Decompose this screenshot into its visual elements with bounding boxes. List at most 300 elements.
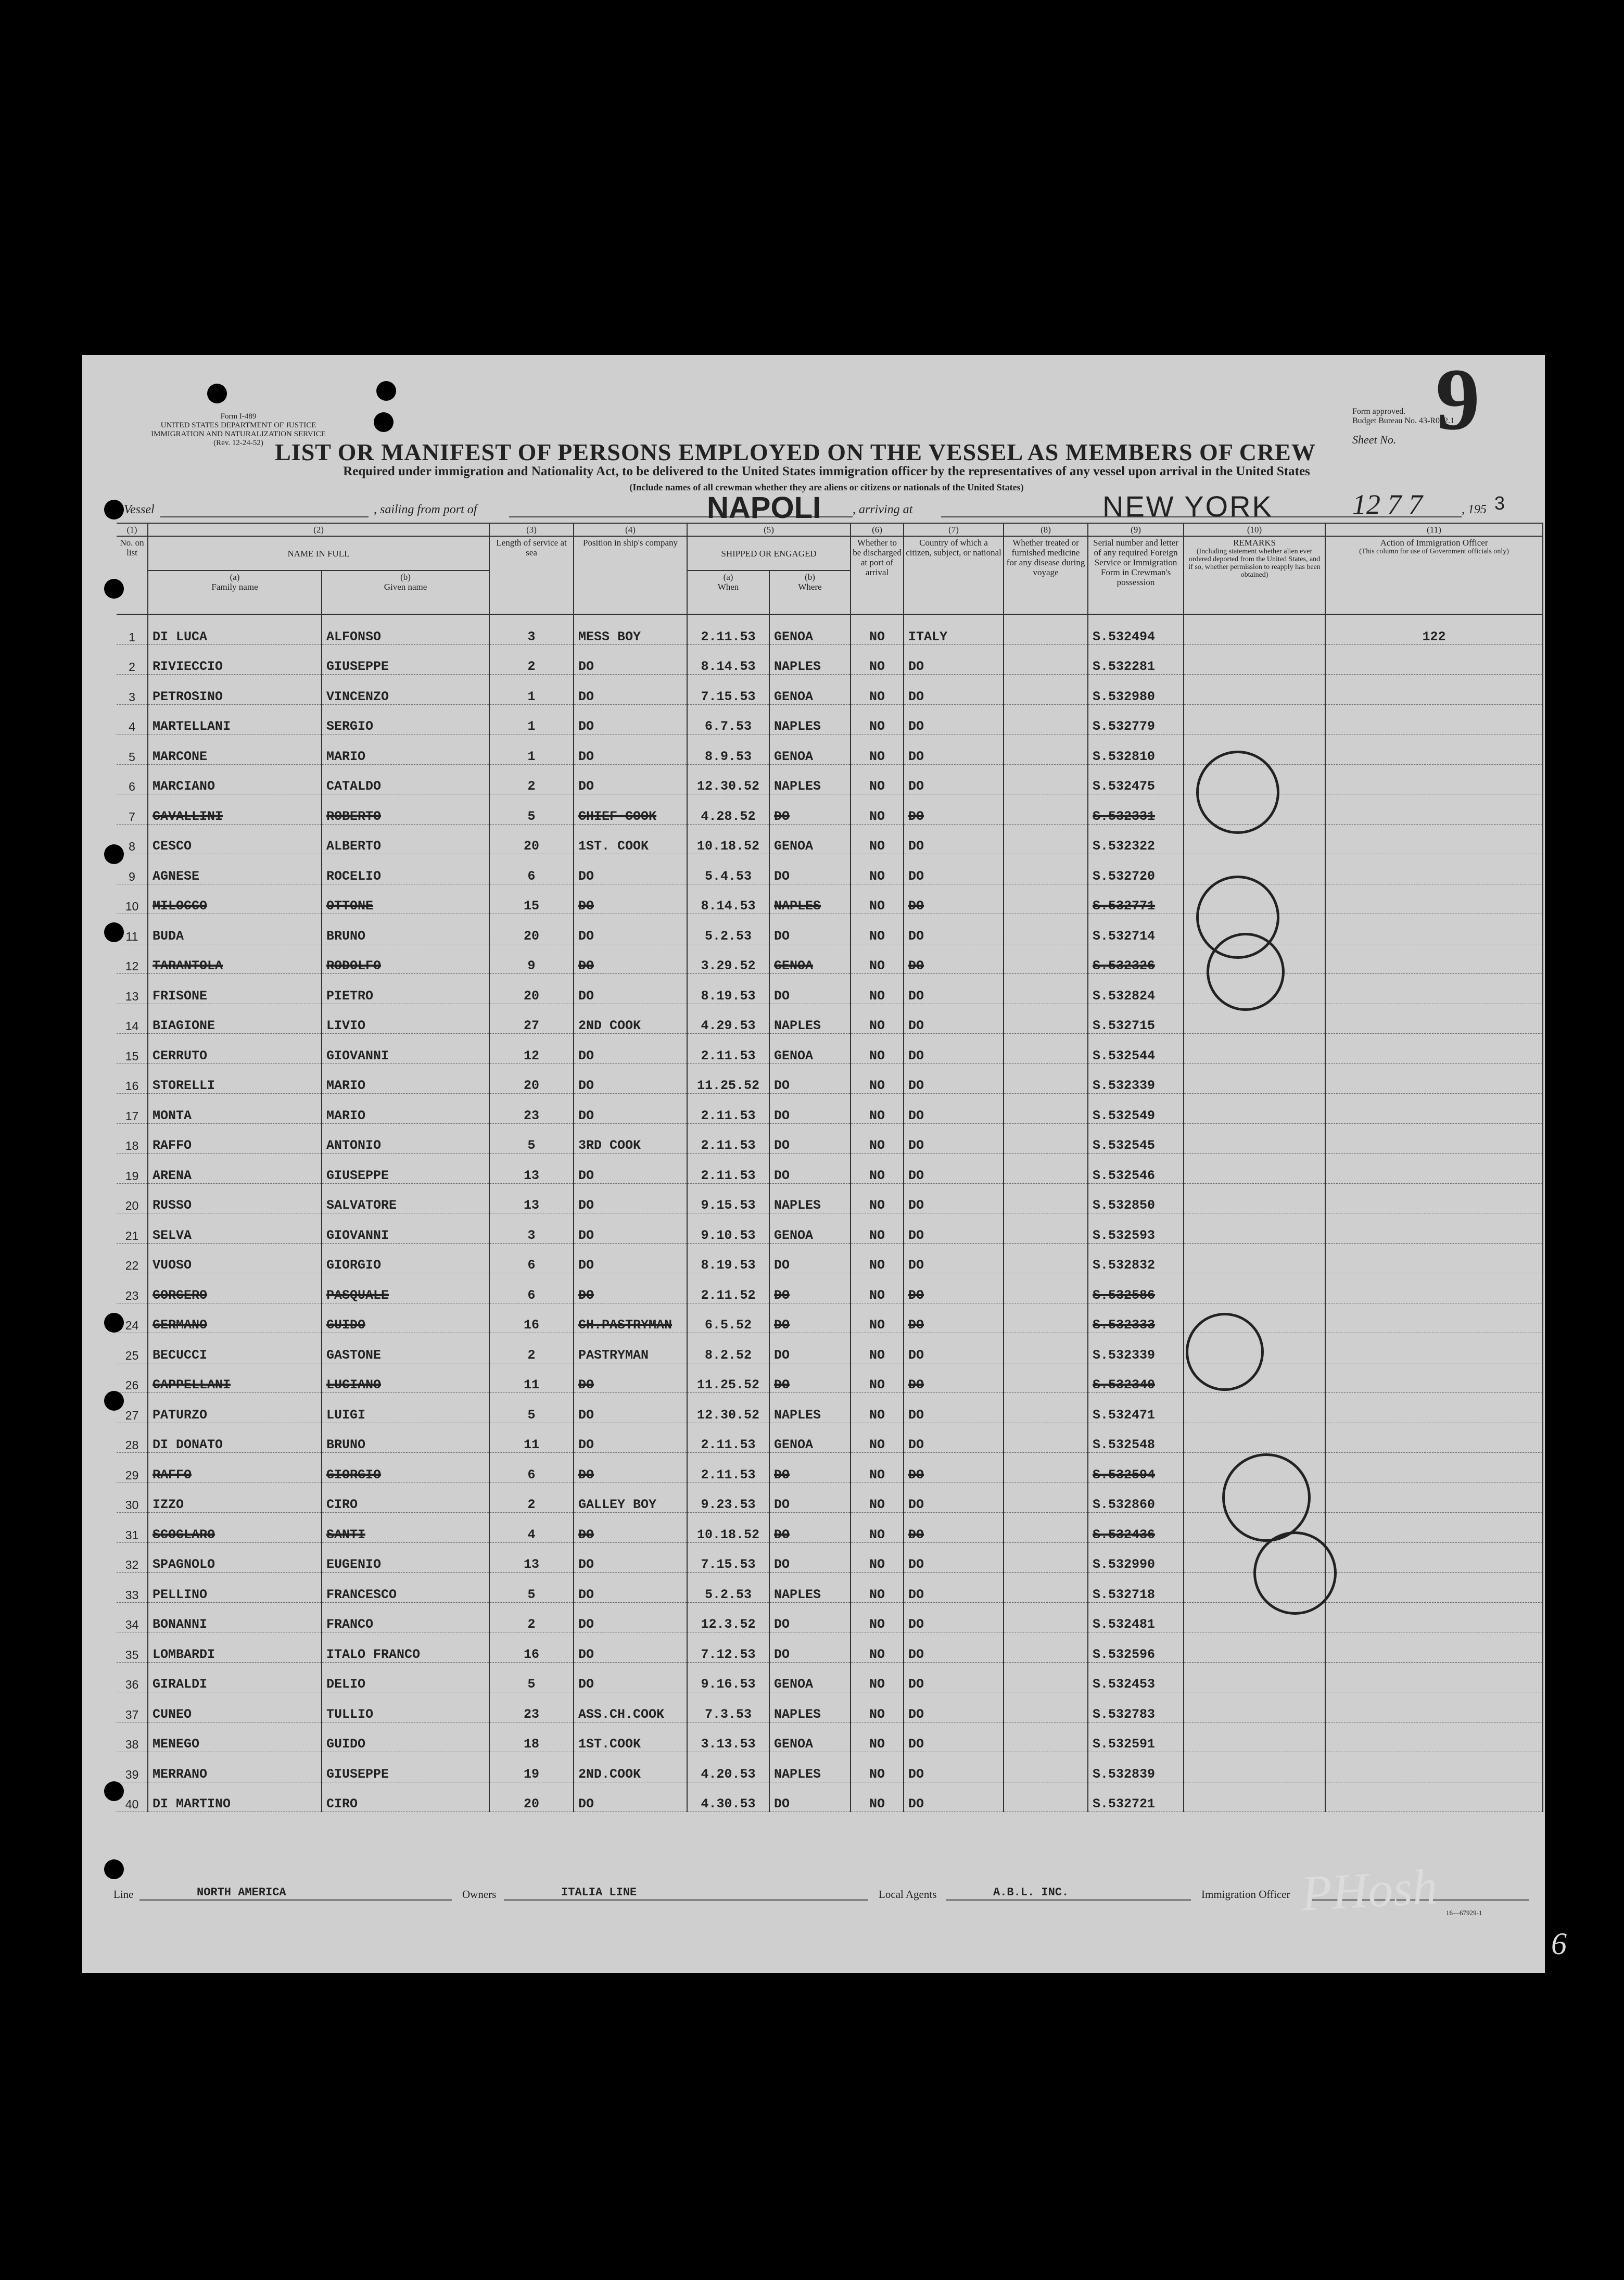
shipped-when: 9.23.53 [687,1483,769,1513]
shipped-where: NAPLES [769,1004,851,1034]
given-name: GUIDO [322,1303,489,1333]
position: DO [574,644,687,675]
crew-no: 18 [117,1123,148,1154]
serial-number: S.532549 [1088,1094,1184,1124]
consulate-stamp [1196,751,1279,834]
action-header [1325,536,1543,614]
length-of-service: 20 [489,974,574,1004]
family-name: MONTA [148,1094,322,1124]
crew-row [117,884,1543,914]
position: 2ND.COOK [574,1752,687,1782]
given-name: BRUNO [322,1423,489,1453]
family-name: CAVALLINI [148,794,322,825]
shipped-when: 7.15.53 [687,675,769,705]
treated [1004,794,1088,825]
country: DO [904,1094,1004,1124]
given-name: PASQUALE [322,1273,489,1303]
treated [1004,1513,1088,1543]
given-name: LUCIANO [322,1363,489,1393]
treated [1004,1483,1088,1513]
serial-number: S.532340 [1088,1363,1184,1393]
remarks [1184,1662,1325,1692]
country: DO [904,1213,1004,1244]
family-name: SCOGLARO [148,1513,322,1543]
serial-number: S.532771 [1088,884,1184,914]
shipped-when: 4.20.53 [687,1752,769,1782]
crew-row [117,1004,1543,1034]
treated [1004,1423,1088,1453]
crew-row [117,1602,1543,1632]
treated [1004,704,1088,734]
position: GALLEY BOY [574,1483,687,1513]
remarks-header [1184,536,1325,614]
immigration-action [1325,824,1543,854]
remarks-note: (Including statement whether alien ever ordered deported from the United States, and if so, whether permission to reapply has been obtained) [1188,548,1321,579]
length-of-service: 13 [489,1154,574,1184]
position: DO [574,854,687,884]
serial-number: S.532714 [1088,914,1184,944]
country: DO [904,1243,1004,1273]
immigration-action [1325,1602,1543,1632]
crew-no: 37 [117,1692,148,1722]
shipped-where: GENOA [769,824,851,854]
manifest-sheet [82,355,1545,1973]
country: ITALY [904,614,1004,644]
to-be-discharged: NO [851,1363,904,1393]
family-name: RIVIECCIO [148,644,322,675]
binder-hole [104,500,124,520]
crew-no: 8 [117,824,148,854]
department: UNITED STATES DEPARTMENT OF JUSTICE [160,421,316,429]
length-of-service: 16 [489,1632,574,1663]
treated [1004,1363,1088,1393]
crew-row [117,944,1543,974]
approval-line: Form approved. [1352,407,1406,416]
crew-no: 28 [117,1423,148,1453]
length-of-service: 20 [489,914,574,944]
crew-row [117,1183,1543,1213]
length-of-service: 2 [489,1602,574,1632]
position: CHIEF COOK [574,794,687,825]
position: DO [574,675,687,705]
discharged-header: Whether to be discharged at port of arrival [851,536,904,614]
length-header: Length of service at sea [489,536,574,614]
crew-row [117,644,1543,675]
col-num-10: (10) [1184,523,1325,536]
crew-no: 5 [117,734,148,765]
family-name: PATURZO [148,1393,322,1423]
binder-hole [104,1859,124,1879]
country: DO [904,824,1004,854]
position: DO [574,944,687,974]
shipped-when: 2.11.53 [687,1453,769,1483]
immigration-action [1325,675,1543,705]
shipped-where: DO [769,1632,851,1663]
to-be-discharged: NO [851,1483,904,1513]
immigration-action [1325,1692,1543,1722]
given-name: GIUSEPPE [322,1154,489,1184]
crew-no: 16 [117,1063,148,1094]
serial-number: S.532810 [1088,734,1184,765]
family-name: DI DONATO [148,1423,322,1453]
treated [1004,854,1088,884]
length-of-service: 2 [489,764,574,794]
family-name: BIAGIONE [148,1004,322,1034]
to-be-discharged: NO [851,1692,904,1722]
shipped-when: 11.25.52 [687,1063,769,1094]
crew-row [117,1423,1543,1453]
when-letter: (a) [723,572,733,582]
treated [1004,1333,1088,1363]
length-of-service: 20 [489,1782,574,1812]
treated [1004,1692,1088,1722]
crew-row [117,1213,1543,1244]
immigration-action: 122 [1325,614,1543,644]
crew-row [117,1063,1543,1094]
shipped-when: 12.30.52 [687,1393,769,1423]
to-be-discharged: NO [851,1333,904,1363]
crew-no: 23 [117,1273,148,1303]
crew-no: 6 [117,764,148,794]
given-name: GIUSEPPE [322,644,489,675]
treated [1004,1303,1088,1333]
to-be-discharged: NO [851,1722,904,1752]
position: DO [574,1393,687,1423]
shipped-where: DO [769,1303,851,1333]
country: DO [904,1034,1004,1064]
shipped-where: DO [769,1363,851,1393]
voyage-line [124,489,1505,525]
shipped-where: NAPLES [769,1393,851,1423]
shipped-where: DO [769,1453,851,1483]
remarks [1184,1154,1325,1184]
serial-number: S.532839 [1088,1752,1184,1782]
shipped-when: 4.30.53 [687,1782,769,1812]
length-of-service: 9 [489,944,574,974]
length-of-service: 13 [489,1542,574,1573]
shipped-where: GENOA [769,614,851,644]
given-name: LUIGI [322,1393,489,1423]
position: PASTRYMAN [574,1333,687,1363]
crew-no: 14 [117,1004,148,1034]
immigration-action [1325,1632,1543,1663]
treated [1004,1393,1088,1423]
to-be-discharged: NO [851,914,904,944]
country: DO [904,675,1004,705]
crew-row [117,764,1543,794]
length-of-service: 13 [489,1183,574,1213]
to-be-discharged: NO [851,675,904,705]
family-name: AGNESE [148,854,322,884]
immigration-action [1325,1453,1543,1483]
when-header [687,571,769,614]
crew-row [117,1632,1543,1663]
family-name-header [148,571,322,614]
shipped-when: 6.7.53 [687,704,769,734]
family-name: GIRALDI [148,1662,322,1692]
serial-number: S.532860 [1088,1483,1184,1513]
arrival-date: 12 7 7 [1352,489,1423,520]
country: DO [904,1483,1004,1513]
given-name: RODOLFO [322,944,489,974]
col-num-4: (4) [574,523,687,536]
crew-no: 24 [117,1303,148,1333]
shipped-where: NAPLES [769,884,851,914]
shipped-where: NAPLES [769,704,851,734]
remarks [1184,1393,1325,1423]
immigration-action [1325,1752,1543,1782]
departure-port: NAPOLI [707,491,821,525]
length-of-service: 2 [489,1483,574,1513]
shipped-where: NAPLES [769,1183,851,1213]
family-name: CESCO [148,824,322,854]
shipped-where: DO [769,1483,851,1513]
immigration-action [1325,1303,1543,1333]
family-name: ARENA [148,1154,322,1184]
to-be-discharged: NO [851,1393,904,1423]
binder-hole [104,1313,124,1333]
serial-number: S.532546 [1088,1154,1184,1184]
crew-no: 36 [117,1662,148,1692]
country: DO [904,1363,1004,1393]
given-name: PIETRO [322,974,489,1004]
shipped-where: GENOA [769,944,851,974]
country: DO [904,704,1004,734]
to-be-discharged: NO [851,1542,904,1573]
shipped-when: 2.11.53 [687,1423,769,1453]
crew-row [117,1722,1543,1752]
length-of-service: 2 [489,1333,574,1363]
crew-no: 30 [117,1483,148,1513]
length-of-service: 1 [489,734,574,765]
country: DO [904,1722,1004,1752]
treated [1004,1542,1088,1573]
treated [1004,1782,1088,1812]
length-of-service: 12 [489,1034,574,1064]
shipped-where: GENOA [769,1662,851,1692]
serial-number: S.532832 [1088,1243,1184,1273]
position: DO [574,884,687,914]
shipped-where: NAPLES [769,764,851,794]
shipped-when: 4.28.52 [687,794,769,825]
action-title: Action of Immigration Officer [1380,538,1488,548]
serial-number: S.532715 [1088,1004,1184,1034]
immigration-action [1325,1063,1543,1094]
to-be-discharged: NO [851,1303,904,1333]
serial-number: S.532494 [1088,614,1184,644]
to-be-discharged: NO [851,1513,904,1543]
binder-hole [376,381,396,401]
family-name: CUNEO [148,1692,322,1722]
treated [1004,644,1088,675]
family-name: MENEGO [148,1722,322,1752]
given-name: GIOVANNI [322,1034,489,1064]
serial-number: S.532779 [1088,704,1184,734]
treated [1004,1063,1088,1094]
to-be-discharged: NO [851,1573,904,1603]
crew-no: 29 [117,1453,148,1483]
crew-row [117,1453,1543,1483]
remarks [1184,1034,1325,1064]
crew-row [117,1363,1543,1393]
family-name: RAFFO [148,1123,322,1154]
position: DO [574,1423,687,1453]
family-name: PELLINO [148,1573,322,1603]
crew-row [117,704,1543,734]
to-be-discharged: NO [851,1752,904,1782]
col-num-11: (11) [1325,523,1543,536]
immigration-action [1325,1154,1543,1184]
crew-no: 27 [117,1393,148,1423]
vessel-label: Vessel [124,503,155,516]
given-name: SANTI [322,1513,489,1543]
shipped-when: 8.2.52 [687,1333,769,1363]
position: ASS.CH.COOK [574,1692,687,1722]
country: DO [904,794,1004,825]
shipped-when: 9.15.53 [687,1183,769,1213]
crew-no: 26 [117,1363,148,1393]
given-name: LIVIO [322,1004,489,1034]
arriving-label: , arriving at [853,503,913,516]
crew-rows [117,614,1543,1812]
length-of-service: 6 [489,1273,574,1303]
position: DO [574,1602,687,1632]
binder-hole [104,922,124,942]
position: DO [574,1154,687,1184]
crew-no: 12 [117,944,148,974]
length-of-service: 5 [489,1393,574,1423]
officer-label: Immigration Officer [1201,1888,1290,1901]
country: DO [904,1183,1004,1213]
shipped-where: DO [769,974,851,1004]
family-name: GORGERO [148,1273,322,1303]
shipped-when: 8.14.53 [687,644,769,675]
crew-row [117,794,1543,825]
position: DO [574,1662,687,1692]
given-name: MARIO [322,1094,489,1124]
position: MESS BOY [574,614,687,644]
family-name: PETROSINO [148,675,322,705]
consulate-seal [1253,1531,1337,1615]
immigration-action [1325,914,1543,944]
position: DO [574,1063,687,1094]
crew-row [117,675,1543,705]
length-of-service: 5 [489,1573,574,1603]
position: DO [574,974,687,1004]
given-name: DELIO [322,1662,489,1692]
family-name: FRISONE [148,974,322,1004]
position: 3RD COOK [574,1123,687,1154]
shipped-where: DO [769,1154,851,1184]
position: DO [574,764,687,794]
length-of-service: 6 [489,1453,574,1483]
family-name: SPAGNOLO [148,1542,322,1573]
treated [1004,914,1088,944]
family-name: RUSSO [148,1183,322,1213]
crew-row [117,1782,1543,1812]
immigration-action [1325,1483,1543,1513]
binder-hole [104,579,124,599]
immigration-action [1325,1573,1543,1603]
binder-hole [104,1391,124,1411]
serial-number: S.532453 [1088,1662,1184,1692]
country: DO [904,734,1004,765]
country: DO [904,1393,1004,1423]
given-name: CATALDO [322,764,489,794]
crew-row [117,1123,1543,1154]
to-be-discharged: NO [851,1423,904,1453]
family-name: BONANNI [148,1602,322,1632]
position: DO [574,1034,687,1064]
position: DO [574,1542,687,1573]
crew-no: 22 [117,1243,148,1273]
country: DO [904,1004,1004,1034]
given-name: ITALO FRANCO [322,1632,489,1663]
crew-no: 33 [117,1573,148,1603]
crew-no: 40 [117,1782,148,1812]
immigration-action [1325,1722,1543,1752]
to-be-discharged: NO [851,1273,904,1303]
immigration-action [1325,734,1543,765]
form-number: Form I-489 [220,412,257,421]
shipped-when: 12.30.52 [687,764,769,794]
shipped-when: 2.11.52 [687,1273,769,1303]
given-name: OTTONE [322,884,489,914]
country-header: Country of which a citizen, subject, or national [904,536,1004,614]
country: DO [904,1752,1004,1782]
col-num-5: (5) [687,523,851,536]
crew-no: 31 [117,1513,148,1543]
owners-label: Owners [462,1888,497,1901]
shipped-when: 8.14.53 [687,884,769,914]
given-label: Given name [384,582,427,592]
shipped-where: GENOA [769,1423,851,1453]
crew-row [117,914,1543,944]
where-header [769,571,851,614]
crew-row [117,1393,1543,1423]
serial-number: S.532980 [1088,675,1184,705]
shipped-where: DO [769,1123,851,1154]
country: DO [904,1423,1004,1453]
given-name: ROBERTO [322,794,489,825]
crew-no: 13 [117,974,148,1004]
treated [1004,1094,1088,1124]
treated [1004,1273,1088,1303]
treated [1004,1004,1088,1034]
shipped-header: SHIPPED OR ENGAGED [687,536,851,571]
treated [1004,1602,1088,1632]
position: 1ST.COOK [574,1722,687,1752]
crew-no: 11 [117,914,148,944]
shipped-where: NAPLES [769,1752,851,1782]
immigration-action [1325,1273,1543,1303]
where-letter: (b) [805,572,815,582]
binder-hole [207,384,227,403]
treated [1004,1632,1088,1663]
crew-no: 25 [117,1333,148,1363]
given-name: FRANCO [322,1602,489,1632]
remarks [1184,1692,1325,1722]
crew-no: 34 [117,1602,148,1632]
remarks [1184,1094,1325,1124]
immigration-action [1325,1513,1543,1543]
shipped-when: 9.16.53 [687,1662,769,1692]
shipped-where: DO [769,1782,851,1812]
serial-number: S.532331 [1088,794,1184,825]
length-of-service: 11 [489,1363,574,1393]
serial-number: S.532326 [1088,944,1184,974]
to-be-discharged: NO [851,1094,904,1124]
